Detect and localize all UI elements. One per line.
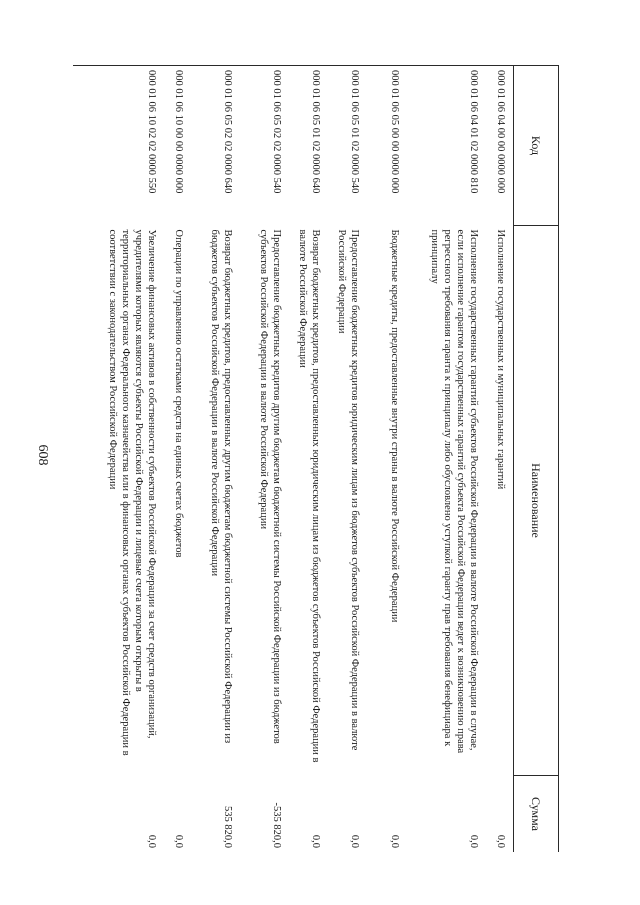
row-sum: -535 820,0 xyxy=(240,776,289,853)
table-row xyxy=(328,66,367,853)
row-name: Возврат бюджетных кредитов, предоставленных юридическим лицам из бюджетов субъектов Российской Федерации в валюте Российской Федерации xyxy=(296,229,321,763)
row-name: Предоставление бюджетных кредитов другим бюджетам бюджетной системы Российской Федерации из бюджетов субъектов Российской Федерации в валюте Российской Федерации xyxy=(257,229,282,744)
row-sum: 535 820,0 xyxy=(191,776,240,853)
row-name: Исполнение государственных гарантий субъектов Российской Федерации в валюте Российской Федерации в случае, если исполнение гарантом государственных гарантий субъекта Российской Федерации ведет к возникновению права регрессного требования гаранта к принципалу либо обусловлено уступкой гаранту прав требования бенефициара к принципалу xyxy=(428,229,479,754)
table-row xyxy=(73,66,164,853)
row-sum: 0,0 xyxy=(328,776,367,853)
table-row xyxy=(191,66,240,853)
table-row xyxy=(486,66,514,853)
row-code: 000 01 06 05 00 00 0000 000 xyxy=(367,66,407,226)
row-code: 000 01 06 10 00 00 0000 000 xyxy=(164,66,191,226)
header-sum: Сумма xyxy=(514,776,559,853)
header-name: Наименование xyxy=(514,226,559,776)
row-sum: 0,0 xyxy=(164,776,191,853)
table-row xyxy=(407,66,486,853)
table-row xyxy=(240,66,289,853)
rotated-table-frame xyxy=(64,65,559,852)
table-header-row xyxy=(514,66,559,853)
row-code: 000 01 06 04 01 02 0000 810 xyxy=(407,66,486,226)
row-sum: 0,0 xyxy=(289,776,328,853)
row-code: 000 01 06 05 01 02 0000 640 xyxy=(289,66,328,226)
row-code: 000 01 06 05 02 02 0000 540 xyxy=(240,66,289,226)
budget-sources-table xyxy=(73,65,559,852)
row-code: 000 01 06 05 02 02 0000 640 xyxy=(191,66,240,226)
row-sum: 0,0 xyxy=(367,776,407,853)
row-name: Бюджетные кредиты, предоставленные внутри страны в валюте Российской Федерации xyxy=(389,229,400,623)
row-name: Исполнение государственных и муниципальных гарантий xyxy=(495,229,506,490)
page-number: 608 xyxy=(35,444,50,466)
table-row xyxy=(164,66,191,853)
row-sum: 0,0 xyxy=(407,776,486,853)
row-code: 000 01 06 10 02 02 0000 550 xyxy=(73,66,164,226)
header-code: Код xyxy=(514,66,559,226)
row-code: 000 01 06 04 00 00 0000 000 xyxy=(486,66,514,226)
row-sum: 0,0 xyxy=(73,776,164,853)
row-name: Предоставление бюджетных кредитов юридическим лицам из бюджетов субъектов Российской Федерации в валюте Российской Федерации xyxy=(335,229,360,751)
row-name: Увеличение финансовых активов в собственности субъектов Российской Федерации за счет средств организаций, учредителями которых являются субъекты Российской Федерации и лицевые счета которым открыты в территориальных органах Федерального казначейства или в финансовых органах субъектов Российской Федерации в соответствии с законодательством Российской Федерации xyxy=(106,229,157,756)
table-row xyxy=(289,66,328,853)
row-sum: 0,0 xyxy=(486,776,514,853)
table-row xyxy=(367,66,407,853)
row-code: 000 01 06 05 01 02 0000 540 xyxy=(328,66,367,226)
rotated-table-content xyxy=(64,65,559,852)
row-name: Операции по управлению остатками средств на единых счетах бюджетов xyxy=(173,229,184,558)
row-name: Возврат бюджетных кредитов, предоставленных другим бюджетам бюджетной системы Российской Федерации из бюджетов субъектов Российской Федерации в валюте Российской Федерации xyxy=(208,229,233,744)
